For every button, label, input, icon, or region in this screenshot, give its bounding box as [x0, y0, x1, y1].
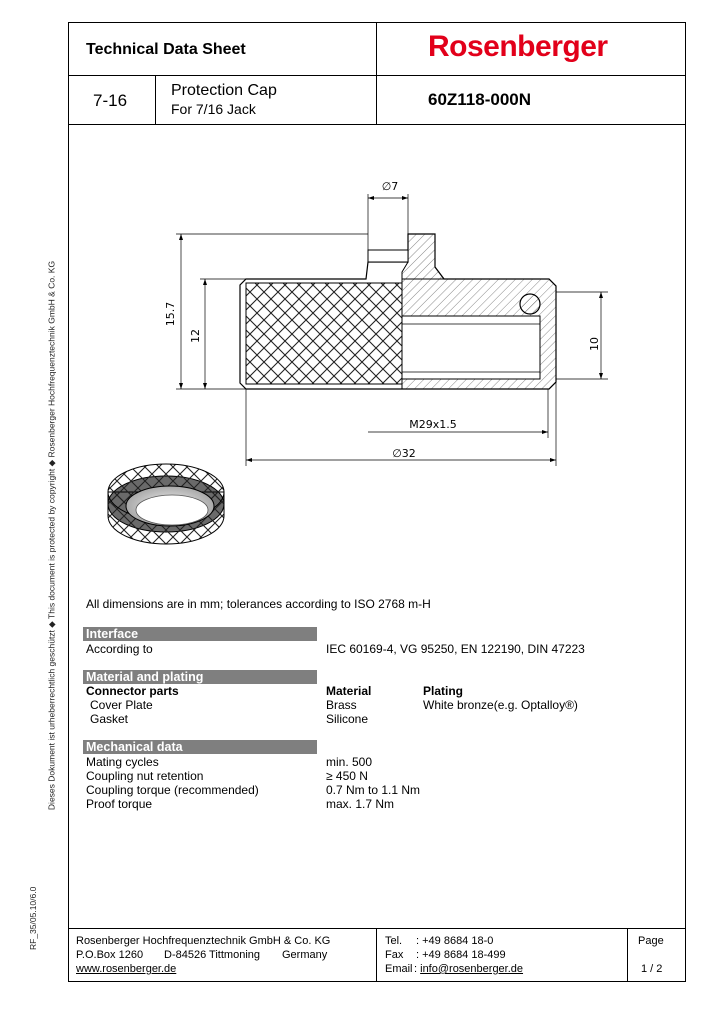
series-label: 7-16 [93, 91, 128, 110]
mech-label: Mating cycles [86, 755, 159, 769]
footer-city: D-84526 Tittmoning [164, 949, 260, 961]
brand-logo: Rosenberger [428, 30, 608, 63]
interface-value: IEC 60169-4, VG 95250, EN 122190, DIN 47223 [326, 642, 585, 656]
email-link[interactable]: info@rosenberger.de [420, 963, 524, 975]
dim-thread: M29x1.5 [409, 418, 457, 431]
table-row-material: Brass [326, 698, 357, 712]
product-name: Protection Cap [171, 82, 277, 99]
table-row-part: Cover Plate [90, 698, 153, 712]
tel-value: : +49 8684 18-0 [416, 935, 494, 947]
cap-section [240, 234, 556, 389]
tolerance-note: All dimensions are in mm; tolerances according to ISO 2768 m-H [86, 597, 431, 611]
interface-label: According to [86, 642, 153, 656]
rf-code: RF_35/05.10/6.0 [28, 886, 38, 950]
header-vertical-divider [376, 22, 377, 124]
technical-drawing [68, 124, 686, 604]
col-material: Material [326, 684, 372, 698]
interface-section-header: Interface [83, 627, 317, 641]
dim-15-7: 15.7 [164, 301, 177, 327]
series-divider [155, 75, 156, 124]
mech-value: ≥ 450 N [326, 769, 368, 783]
footer-divider [68, 928, 686, 929]
tel-label: Tel. [385, 935, 403, 947]
dim-10: 10 [588, 337, 601, 351]
dim-d32: ∅32 [392, 447, 416, 460]
mech-value: min. 500 [326, 755, 373, 769]
copyright-side-note: Dieses Dokument ist urheberrechtlich geschützt ◆ This document is protected by copyright ◆ Rosenberger Hochfrequenztechnik GmbH & Co. KG [46, 260, 57, 811]
footer-vertical-divider-2 [627, 928, 628, 982]
part-number: 60Z118-000N [428, 90, 532, 109]
footer-vertical-divider-1 [376, 928, 377, 982]
footer-country: Germany [282, 949, 328, 961]
table-row-material: Silicone [326, 712, 369, 726]
mech-value: 0.7 Nm to 1.1 Nm [326, 783, 421, 797]
dim-12: 12 [189, 329, 202, 343]
fax-value: : +49 8684 18-499 [416, 949, 506, 961]
footer-pobox: P.O.Box 1260 [76, 949, 144, 961]
mech-label: Proof torque [86, 797, 153, 811]
header-divider [68, 75, 686, 76]
mech-label: Coupling nut retention [86, 769, 204, 783]
dim-d7: ∅7 [381, 180, 399, 193]
email-row: : info@rosenberger.de [414, 963, 524, 975]
mech-label: Coupling torque (recommended) [86, 783, 259, 797]
mech-value: max. 1.7 Nm [326, 797, 395, 811]
table-row-plating: White bronze(e.g. Optalloy®) [423, 698, 578, 712]
product-subtitle: For 7/16 Jack [171, 101, 256, 117]
material-section-header: Material and plating [83, 670, 317, 684]
email-label: Email [385, 963, 413, 975]
table-row-part: Gasket [90, 712, 129, 726]
doc-type-title: Technical Data Sheet [86, 41, 246, 58]
mechanical-section-header: Mechanical data [83, 740, 317, 754]
footer-website-link[interactable]: www.rosenberger.de [76, 963, 177, 975]
page-label: Page [638, 935, 664, 947]
cap-perspective-view [108, 464, 224, 544]
col-connector-parts: Connector parts [86, 684, 179, 698]
footer-company: Rosenberger Hochfrequenztechnik GmbH & Co. KG [76, 935, 331, 947]
col-plating: Plating [423, 684, 464, 698]
page-number: 1 / 2 [641, 963, 663, 975]
fax-label: Fax [385, 949, 404, 961]
